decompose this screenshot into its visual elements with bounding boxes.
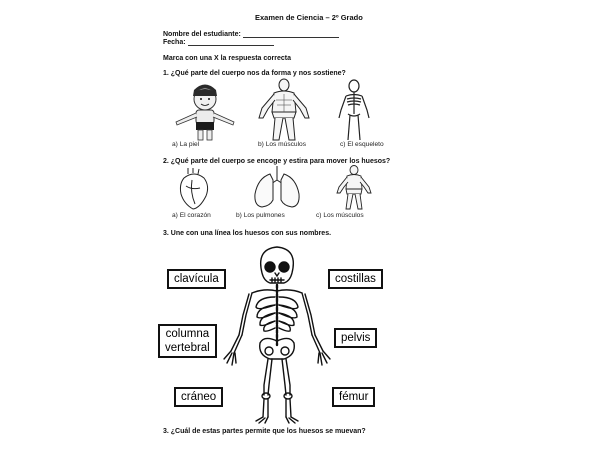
q2-option-b[interactable]: b) Los pulmones <box>236 212 285 219</box>
muscles-image[interactable] <box>254 78 314 142</box>
skeleton-large-image[interactable] <box>212 245 342 425</box>
q1-option-b[interactable]: b) Los músculos <box>258 141 307 148</box>
date-line <box>188 38 274 46</box>
q1-option-a[interactable]: a) La piel <box>172 141 200 148</box>
q3-question: 3. Une con una línea los huesos con sus nombres. <box>163 230 332 237</box>
q2-option-a[interactable]: a) El corazón <box>172 212 211 219</box>
name-field[interactable] <box>163 30 339 38</box>
date-field[interactable] <box>163 38 274 46</box>
label-craneo[interactable]: cráneo <box>174 387 223 407</box>
q1-question: 1. ¿Qué parte del cuerpo nos da forma y nos sostiene? <box>163 70 346 77</box>
name-line <box>243 30 339 38</box>
q1-option-c[interactable]: c) El esqueleto <box>340 141 384 148</box>
q2-option-c[interactable]: c) Los músculos <box>316 212 364 219</box>
skeleton-small-image[interactable] <box>334 80 374 142</box>
date-label: Fecha: <box>163 39 186 46</box>
lungs-image[interactable] <box>252 166 302 210</box>
label-columna-line2: vertebral <box>165 342 210 354</box>
label-clavicula[interactable]: clavícula <box>167 269 226 289</box>
q2-question: 2. ¿Qué parte del cuerpo se encoge y estira para mover los huesos? <box>163 158 391 165</box>
name-label: Nombre del estudiante: <box>163 31 241 38</box>
muscles-small-image[interactable] <box>334 165 374 210</box>
heart-image[interactable] <box>176 168 212 210</box>
label-columna-vertebral[interactable] <box>158 324 217 358</box>
label-costillas[interactable]: costillas <box>328 269 383 289</box>
label-columna-line1: columna <box>165 328 210 340</box>
exam-title: Examen de Ciencia – 2º Grado <box>255 13 363 22</box>
instructions: Marca con una X la respuesta correcta <box>163 55 291 62</box>
label-femur[interactable]: fémur <box>332 387 375 407</box>
q4-question: 3. ¿Cuál de estas partes permite que los huesos se muevan? <box>163 428 366 435</box>
child-skin-image[interactable] <box>170 80 240 142</box>
label-pelvis[interactable]: pelvis <box>334 328 377 348</box>
